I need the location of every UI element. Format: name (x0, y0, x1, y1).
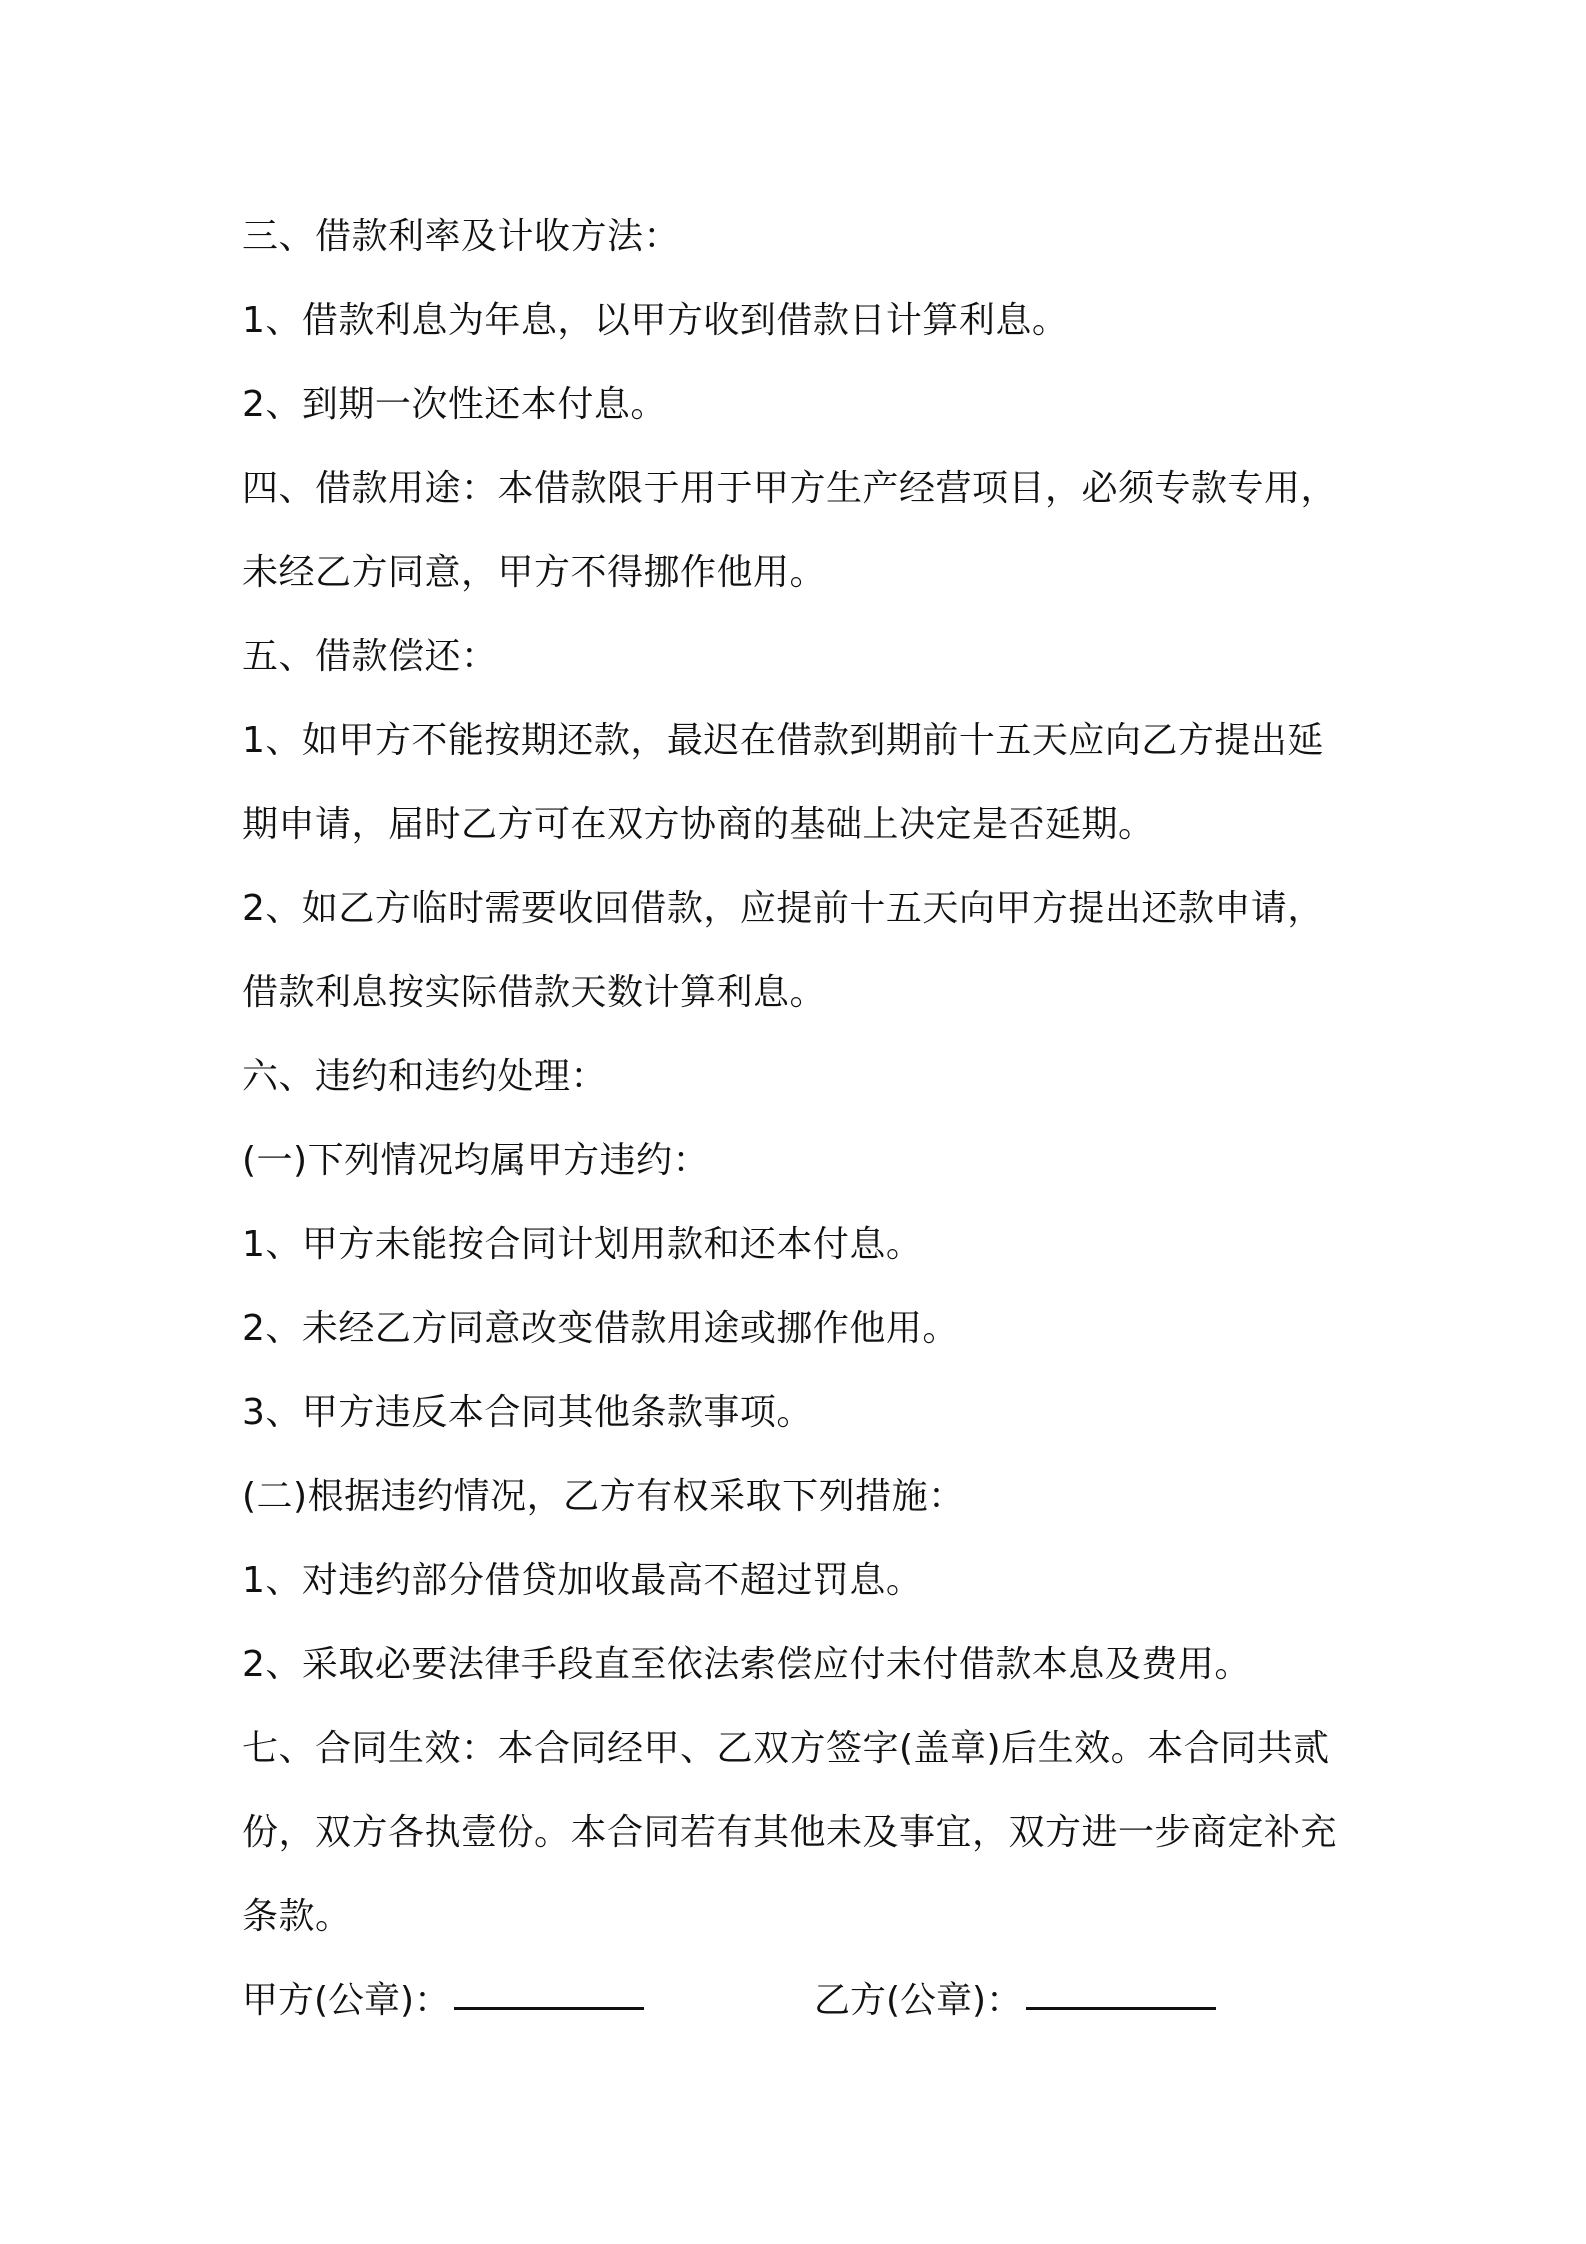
section-heading-purpose: 四、借款用途：本借款限于用于甲方生产经营项目，必须专款专用， (242, 468, 1338, 509)
paragraph-line: 2、未经乙方同意改变借款用途或挪作他用。 (242, 1308, 959, 1349)
paragraph-line: 2、到期一次性还本付息。 (242, 384, 667, 425)
paragraph-line: 2、采取必要法律手段直至依法索偿应付未付借款本息及费用。 (242, 1644, 1251, 1685)
section-heading-effect: 七、合同生效：本合同经甲、乙双方签字(盖章)后生效。本合同共贰 (242, 1728, 1330, 1769)
party-a-label: 甲方(公章)： (242, 1980, 451, 2021)
paragraph-line: 2、如乙方临时需要收回借款，应提前十五天向甲方提出还款申请， (242, 888, 1324, 929)
party-b-label: 乙方(公章)： (814, 1980, 1023, 2021)
paragraph-line: 份，双方各执壹份。本合同若有其他未及事宜，双方进一步商定补充 (242, 1812, 1338, 1853)
paragraph-line: 1、对违约部分借贷加收最高不超过罚息。 (242, 1560, 923, 1601)
paragraph-line: 1、借款利息为年息，以甲方收到借款日计算利息。 (242, 300, 1069, 341)
party-b-signature-line[interactable] (1026, 1975, 1216, 2010)
subsection-heading: (二)根据违约情况，乙方有权采取下列措施： (242, 1476, 965, 1517)
party-a-signature (242, 1959, 644, 2043)
subsection-heading: (一)下列情况均属甲方违约： (242, 1140, 710, 1181)
paragraph-line: 1、如甲方不能按期还款，最迟在借款到期前十五天应向乙方提出延 (242, 720, 1324, 761)
paragraph-line: 条款。 (242, 1896, 352, 1937)
paragraph-line: 借款利息按实际借款天数计算利息。 (242, 972, 827, 1013)
paragraph-line: 1、甲方未能按合同计划用款和还本付息。 (242, 1224, 923, 1265)
section-heading-breach: 六、违约和违约处理： (242, 1056, 608, 1097)
signature-row (242, 1959, 1362, 2043)
document-body (242, 195, 1362, 2043)
party-b-signature (814, 1959, 1216, 2043)
section-heading-interest: 三、借款利率及计收方法： (242, 216, 681, 257)
party-a-signature-line[interactable] (454, 1975, 644, 2010)
paragraph-line: 期申请，届时乙方可在双方协商的基础上决定是否延期。 (242, 804, 1155, 845)
section-heading-repayment: 五、借款偿还： (242, 636, 498, 677)
paragraph-line: 3、甲方违反本合同其他条款事项。 (242, 1392, 813, 1433)
paragraph-line: 未经乙方同意，甲方不得挪作他用。 (242, 552, 827, 593)
